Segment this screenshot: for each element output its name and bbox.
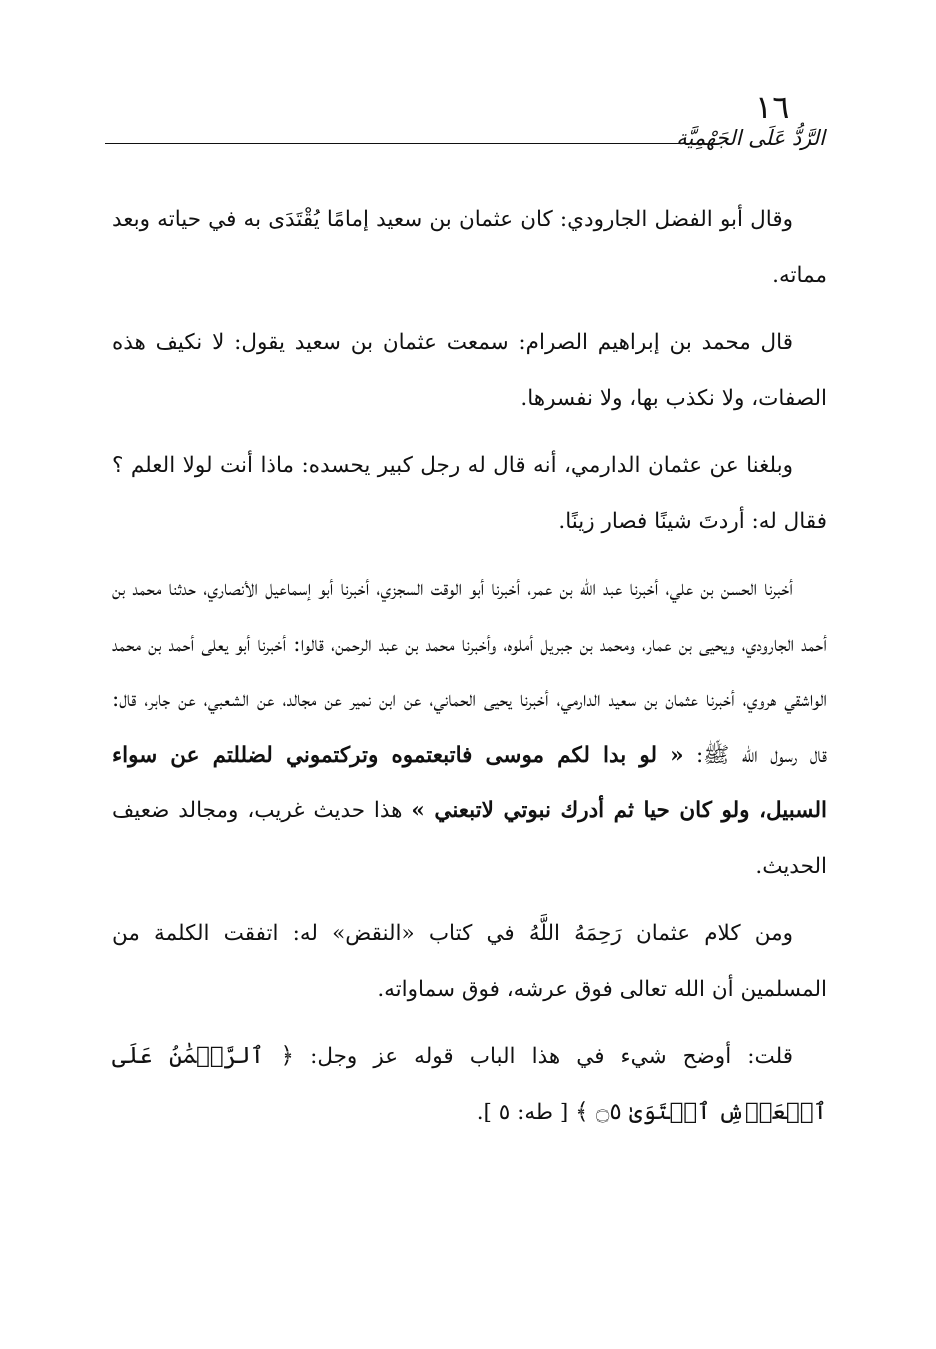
paragraph-2 [112,315,827,426]
running-header [105,126,825,162]
paragraph-6-ayah [112,1029,827,1140]
paragraph-text: قال محمد بن إبراهيم الصرام: سمعت عثمان بن سعيد يقول: لا نكيف هذه الصفات، ولا نكذب بها، ولا نفسرها. [112,330,827,411]
running-title: الرَّدُّ عَلَى الجَهْمِيَّة [676,126,825,150]
paragraph-text: وقال أبو الفضل الجارودي: كان عثمان بن سعيد إمامًا يُقْتَدَى به في حياته وبعد مماته. [112,207,827,288]
verse-reference: [ طه: ٥ ]. [476,1099,569,1125]
page-body [112,192,827,1152]
isnad-text: أخبرنا الحسن بن علي، أخبرنا عبد الله بن عمر، أخبرنا أبو الوقت السجزي، أخبرنا أبو إسماعيل الأنصاري، حدثنا محمد بن أحمد الجارودي، ويحيى بن عمار، ومحمد بن جبريل أملوه، وأخبرنا محمد بن عبد الرحمن، قالوا: أخبرنا أبو يعلى أحمد بن محمد الواشقي هروي، أخبرنا عثمان بن سعيد الدارمي، أخبرنا يحيى الحماني، عن ابن نمير عن مجالد، عن الشعبي، عن جابر، قال: قال رسول الله ﷺ: [112,576,827,768]
paragraph-text: قلت: أوضح شيء في هذا الباب قوله عز وجل: [310,1044,793,1069]
hadith-quote: « لو بدا لكم موسى فاتبعتموه وتركتموني لضللتم عن سواء السبيل، ولو كان حيا ثم أدرك نبوتي لاتبعني » [112,742,827,823]
paragraph-text: ومن كلام عثمان رَحِمَهُ اللَّهُ في كتاب «النقض» له: اتفقت الكلمة من المسلمين أن الله تعالى فوق عرشه، فوق سماواته. [112,921,827,1002]
paragraph-5 [112,906,827,1017]
paragraph-1 [112,192,827,303]
paragraph-4-hadith [112,561,827,894]
quran-verse: ﴿ ٱلرَّحۡمَٰنُ عَلَى ٱلۡعَرۡشِ ٱسۡتَوَىٰ ۝٥ ﴾ [112,1043,827,1125]
paragraph-3 [112,438,827,549]
paragraph-text: وبلغنا عن عثمان الدارمي، أنه قال له رجل كبير يحسده: ماذا أنت لولا العلم ؟ فقال له: أردتَ شينًا فصار زينًا. [112,453,827,534]
page-number: ١٦ [755,88,790,126]
hadith-grading: هذا حديث غريب، ومجالد ضعيف الحديث. [112,798,827,879]
header-rule [105,143,705,144]
